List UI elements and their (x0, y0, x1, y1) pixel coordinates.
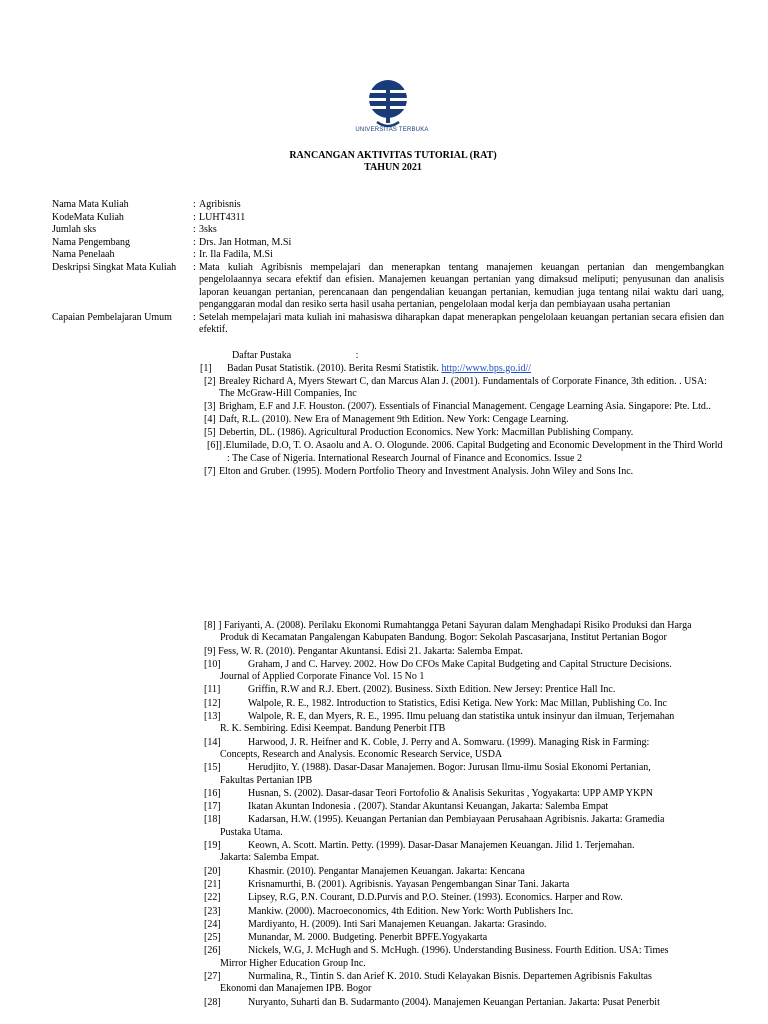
reference-text: Nuryanto, Suharti dan B. Sudarmanto (2004). Manajemen Keuangan Pertanian. Jakarta: Pusat Penerbit (248, 996, 660, 1008)
info-value: Agribisnis (199, 199, 241, 210)
reference-text: Kadarsan, H.W. (1995). Keuangan Pertanian dan Pembiayaan Perusahaan Agribisnis. Jakarta: Gramedia (248, 814, 665, 826)
reference-item (200, 440, 724, 465)
reference-text: Brigham, E.F and J.F. Houston. (2007). Essentials of Financial Management. Cengage Learning Asia. Singapore: Pte. Ltd.. (219, 401, 711, 412)
reference-number: [12] (204, 697, 221, 709)
info-value: Setelah mempelajari mata kuliah ini mahasiswa diharapkan dapat menerapkan pengelolaan keuangan pertanian secara efisien dan efektif. (199, 311, 724, 335)
reference-number: [25] (204, 932, 221, 944)
reference-text: .Elumilade, D.O, T. O. Asaolu and A. O. Ologunde. 2006. Capital Budgeting and Economic Development in the Third World : The Case of Nigeria. International Research Journal of Finance and Economics. Issue 2 (223, 440, 723, 464)
reference-number: [18] (204, 814, 221, 826)
reference-text: Harwood, J. R. Heifner and K. Coble, J. Perry and A. Somwaru. (1999). Managing Risk in Farming: (248, 736, 650, 748)
reference-text: Debertin, DL. (1986). Agricultural Production Economics. New York: Macmillan Publishing Company. (219, 427, 634, 438)
reference-number: [17] (204, 801, 221, 813)
info-row (52, 212, 724, 225)
reference-text: Graham, J and C. Harvey. 2002. How Do CFOs Make Capital Budgeting and Capital Structure Decisions. (248, 658, 672, 670)
info-label: Jumlah sks (52, 224, 97, 235)
reference-number: [23] (204, 905, 221, 917)
reference-continuation: Journal of Applied Corporate Finance Vol. 15 No 1 (220, 671, 425, 683)
reference-item (204, 945, 720, 970)
info-row (52, 199, 724, 212)
reference-item (204, 840, 720, 865)
info-separator: : (193, 199, 196, 210)
reference-continuation: Ekonomi dan Manajemen IPB. Bogor (220, 983, 372, 995)
reference-text: Nickels, W.G, J. McHugh and S. McHugh. (1996). Understanding Business. Fourth Edition. USA: Times (248, 945, 669, 957)
reference-text: Mankiw. (2000). Macroeconomics, 4th Edition. New York: Worth Publishers Inc. (248, 905, 574, 917)
reference-item (204, 620, 720, 645)
info-label: Nama Penelaah (52, 249, 115, 260)
daftar-pustaka-heading (200, 350, 724, 363)
reference-number: [27] (204, 971, 221, 983)
reference-text: Elton and Gruber. (1995). Modern Portfolio Theory and Investment Analysis. John Wiley and Sons Inc. (219, 465, 634, 477)
info-value: 3sks (199, 224, 217, 235)
reference-item (204, 971, 720, 996)
reference-number: [14] (204, 736, 221, 748)
daftar-pustaka-label: Daftar Pustaka (232, 350, 292, 361)
document-year: TAHUN 2021 (364, 162, 422, 173)
reference-number: [2] (204, 375, 216, 387)
reference-text-body: Badan Pusat Statistik. (2010). Berita Resmi Statistik. (227, 362, 439, 374)
reference-text: Ikatan Akuntan Indonesia . (2007). Standar Akuntansi Keuangan, Jakarta: Salemba Empat (248, 801, 609, 813)
reference-text: Daft, R.L. (2010). New Era of Management 9th Edition. New York: Cengage Learning. (219, 414, 569, 425)
info-value: Mata kuliah Agribisnis mempelajari dan menerapkan tentang manajemen keuangan pertanian dan mengembangkan pengelolaannya secara efektif dan efisien. Manajemen keuangan pertanian yang dimaksud meliputi; penyusunan dan analisis laporan keuangan pertanian, perencanaan dan pengendalian keuangan pertanian, kemudian juga tentang nilai waktu dari uang, penganggaran modal dan resiko serta hasil usaha pertanian, pengelolaan modal kerja dan pembiayaan usaha pertanian (199, 261, 724, 310)
reference-text: Walpole, R. E., 1982. Introduction to Statistics, Edisi Ketiga. New York: Mac Millan, Publishing Co. Inc (248, 697, 667, 709)
info-label: Deskripsi Singkat Mata Kuliah (52, 261, 177, 273)
reference-item (200, 427, 724, 440)
reference-number: [6]] (207, 440, 222, 451)
reference-text: ] Fariyanti, A. (2008). Perilaku Ekonomi Rumahtangga Petani Sayuran dalam Menghadapi Risiko Produksi dan Harga Produk di Kecamatan Pangalengan Kabupaten Bandung. Bogor: Sekolah Pascasarjana, Institut Pertanian Bogor (218, 620, 692, 644)
info-row (52, 312, 724, 337)
reference-text: Krisnamurthi, B. (2001). Agribisnis. Yayasan Pengembangan Sinar Tani. Jakarta (248, 878, 570, 890)
info-row (52, 237, 724, 250)
reference-text: Husnan, S. (2002). Dasar-dasar Teori Fortofolio & Analisis Sekuritas , Yogyakarta: UPP AMP YKPN (248, 787, 654, 799)
reference-number: [9] (204, 645, 216, 657)
reference-number: [20] (204, 865, 221, 877)
reference-text: Walpole, R. E, dan Myers, R. E., 1995. Ilmu peluang dan statistika untuk insinyur dan ilmuan, Terjemahan (248, 711, 675, 723)
reference-text: Brealey Richard A, Myers Stewart C, dan Marcus Alan J. (2001). Fundamentals of Corporate Finance, 3th edition. . USA: The McGraw-Hill Companies, Inc (219, 375, 707, 399)
reference-item (204, 737, 720, 762)
info-separator: : (193, 249, 196, 260)
reference-number: [8] (204, 620, 216, 631)
reference-list-top (200, 350, 724, 479)
reference-item (200, 376, 724, 401)
document-title: RANCANGAN AKTIVITAS TUTORIAL (RAT) (289, 150, 497, 161)
reference-number: [22] (204, 892, 221, 904)
reference-text: Mardiyanto, H. (2009). Inti Sari Manajemen Keuangan. Jakarta: Grasindo. (248, 918, 547, 930)
reference-number: [19] (204, 840, 221, 852)
reference-number: [26] (204, 945, 221, 957)
info-label: Nama Pengembang (52, 236, 131, 248)
reference-text: Lipsey, R.G, P.N. Courant, D.D.Purvis and P.O. Steiner. (1993). Economics. Harper and Row. (248, 892, 623, 904)
reference-continuation: Jakarta: Salemba Empat. (220, 852, 320, 864)
daftar-pustaka-colon: : (355, 350, 359, 361)
bps-link[interactable]: http://www.bps.go.id// (441, 362, 532, 374)
reference-item (200, 401, 724, 414)
reference-continuation: Mirror Higher Education Group Inc. (220, 957, 366, 969)
reference-text: Keown, A. Scott. Martin. Petty. (1999). Dasar-Dasar Manajemen Keuangan. Jilid 1. Terjemahan. (248, 840, 635, 852)
reference-number: [24] (204, 918, 221, 930)
reference-item (204, 919, 720, 931)
reference-number: [11] (204, 684, 221, 696)
reference-item (200, 414, 724, 427)
reference-text: Nurmalina, R., Tintin S. dan Arief K. 2010. Studi Kelayakan Bisnis. Departemen Agribisnis Fakultas (248, 971, 652, 983)
reference-number: [13] (204, 711, 221, 723)
info-separator: : (193, 211, 196, 223)
reference-item (204, 684, 720, 696)
reference-number: [15] (204, 762, 221, 774)
reference-number: [1] (200, 362, 212, 374)
reference-continuation: Pustaka Utama. (220, 826, 283, 838)
reference-number: [28] (204, 996, 221, 1008)
reference-item (204, 932, 720, 944)
info-label: Capaian Pembelajaran Umum (52, 311, 172, 323)
reference-text: Fess, W. R. (2010). Pengantar Akuntansi. Edisi 21. Jakarta: Salemba Empat. (218, 645, 523, 657)
info-row (52, 249, 724, 262)
reference-continuation: Fakultas Pertanian IPB (220, 774, 313, 786)
reference-list-bottom (204, 620, 720, 1010)
reference-number: [21] (204, 878, 221, 890)
reference-item (204, 711, 720, 736)
info-separator: : (193, 311, 196, 323)
reference-item (204, 659, 720, 684)
reference-item (204, 814, 720, 839)
reference-text: Griffin, R.W and R.J. Ebert. (2002). Business. Sixth Edition. New Jersey: Prentice Hall Inc. (248, 684, 616, 696)
reference-item (204, 879, 720, 891)
reference-number: [3] (204, 401, 216, 412)
info-value: LUHT4311 (199, 211, 246, 223)
info-row (52, 262, 724, 312)
info-separator: : (193, 261, 196, 273)
reference-number: [10] (204, 658, 221, 670)
info-label: KodeMata Kuliah (52, 211, 124, 223)
reference-item (204, 788, 720, 800)
reference-item (204, 892, 720, 904)
university-logo-text: UNIVERSITAS TERBUKA (355, 127, 429, 133)
reference-item (204, 698, 720, 710)
info-value: Ir. Ila Fadila, M.Si (199, 249, 273, 260)
info-value: Drs. Jan Hotman, M.Si (199, 236, 292, 248)
reference-number: [4] (204, 414, 216, 425)
reference-text: Khasmir. (2010). Pengantar Manajemen Keuangan. Jakarta: Kencana (248, 865, 525, 877)
reference-continuation: R. K. Sembiring. Edisi Keempat. Bandung Penerbit ITB (220, 723, 446, 735)
reference-item (204, 762, 720, 787)
reference-item (200, 466, 724, 479)
reference-item (204, 866, 720, 878)
reference-text: Munandar, M. 2000. Budgeting. Penerbit BPFE.Yogyakarta (248, 932, 488, 944)
reference-item (204, 646, 720, 658)
reference-item (200, 363, 724, 376)
reference-item (204, 906, 720, 918)
info-row (52, 224, 724, 237)
reference-text: Herudjito, Y. (1988). Dasar-Dasar Manajemen. Bogor: Jurusan Ilmu-ilmu Sosial Ekonomi Pertanian, (248, 762, 651, 774)
reference-continuation: Concepts, Research and Analysis. Economic Research Service, USDA (220, 748, 503, 760)
reference-text (227, 363, 724, 376)
info-label: Nama Mata Kuliah (52, 199, 129, 210)
info-separator: : (193, 236, 196, 248)
reference-number: [5] (204, 427, 216, 438)
reference-number: [16] (204, 787, 221, 799)
reference-item (204, 997, 720, 1009)
reference-item (204, 801, 720, 813)
info-separator: : (193, 224, 196, 235)
reference-number: [7] (204, 465, 216, 477)
course-info (52, 199, 724, 337)
